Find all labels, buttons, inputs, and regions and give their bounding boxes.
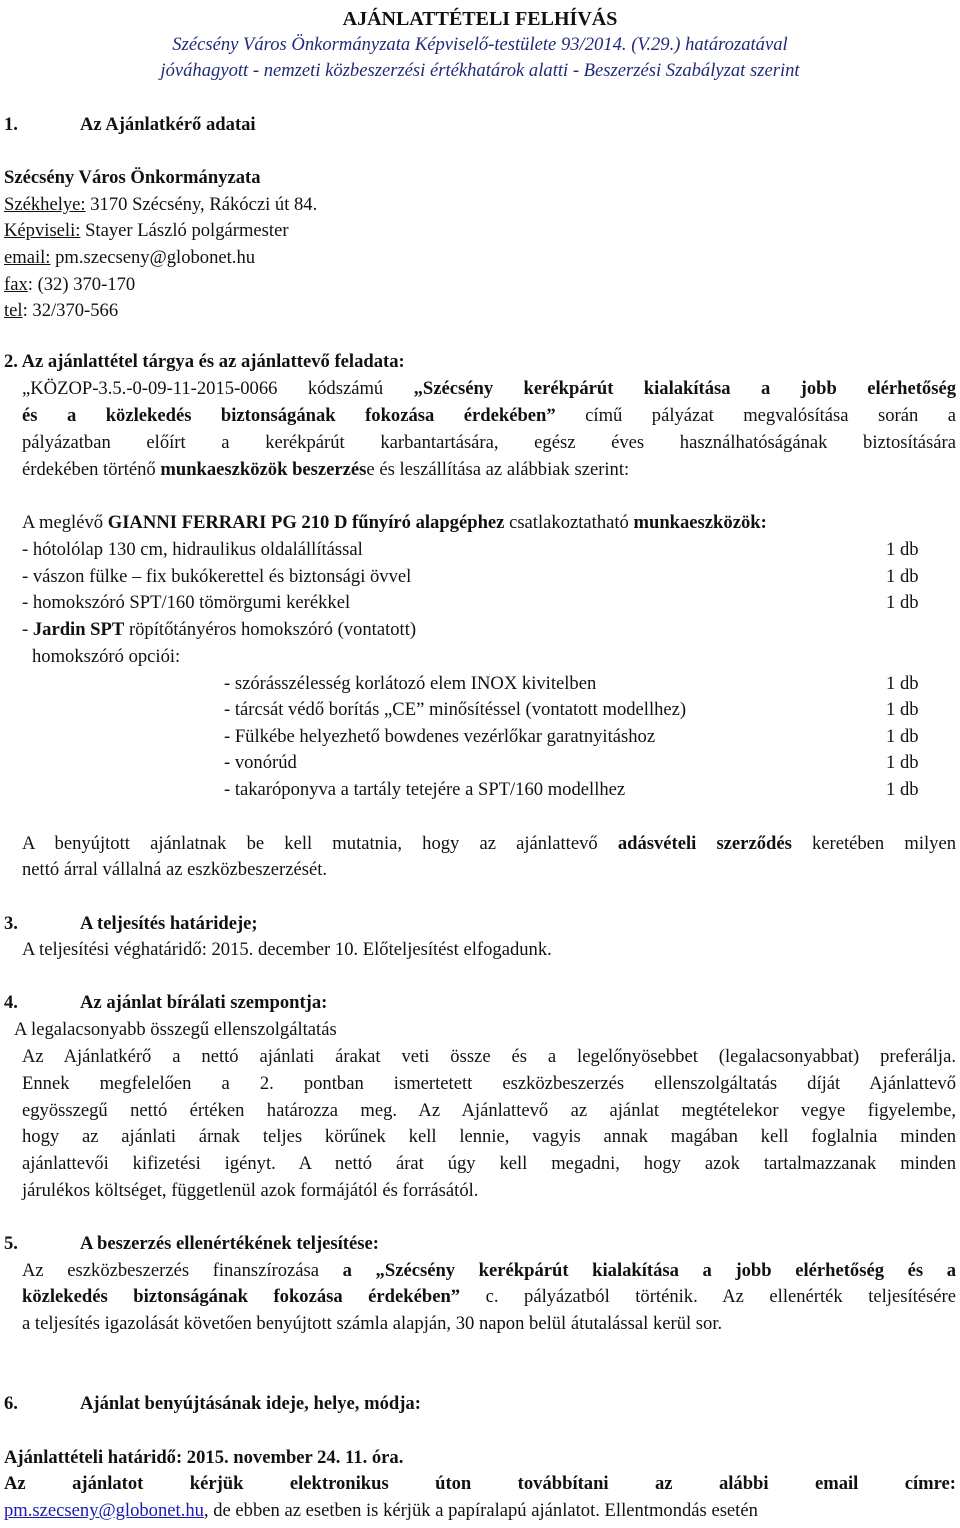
section-1-heading: Az Ajánlatkérő adatai bbox=[80, 114, 256, 135]
tel-value: : 32/370-566 bbox=[22, 300, 119, 321]
intro-d: munkaeszközök: bbox=[633, 512, 767, 533]
option-item: - szórásszélesség korlátozó elem INOX kivitelben bbox=[224, 673, 597, 694]
option-item: - vonórúd bbox=[224, 752, 297, 773]
s2-l2b: című pályázat megvalósítása során a bbox=[555, 405, 956, 426]
section-3-number: 3. bbox=[4, 913, 18, 934]
section-5-number: 5. bbox=[4, 1233, 18, 1254]
intro-a: A meglévő bbox=[22, 512, 108, 533]
s2-line-4 bbox=[22, 457, 629, 483]
rep-value: Stayer László polgármester bbox=[80, 220, 289, 241]
payment-l2b: c. pályázatból történik. Az ellenérték teljesítésére bbox=[460, 1286, 956, 1307]
s2-l4a: érdekében történő bbox=[22, 459, 161, 480]
option-item-qty: 1 db bbox=[886, 779, 919, 800]
payment-line-1 bbox=[22, 1258, 956, 1284]
section-5-heading: A beszerzés ellenértékének teljesítése: bbox=[80, 1233, 379, 1254]
offer-line-1 bbox=[22, 831, 956, 857]
criteria-line: ajánlattevői kifizetési igényt. A nettó árat úgy kell megadni, hogy azok tartalmazzanak minden bbox=[22, 1153, 956, 1174]
option-item-qty: 1 db bbox=[886, 699, 919, 720]
criteria-line: Az Ajánlatkérő a nettó ajánlati árakat veti össze és a legelőnyösebbet (legalacsonyabbat) preferálja. bbox=[22, 1046, 956, 1067]
offer-a: A benyújtott ajánlatnak be kell mutatnia, hogy az ajánlattevő bbox=[22, 833, 618, 854]
s2-l1a: „KÖZOP-3.5.-0-09-11-2015-0066 kódszámú bbox=[22, 378, 414, 399]
s2-line-2 bbox=[22, 403, 956, 429]
jardin-b: Jardin SPT bbox=[32, 619, 125, 640]
equipment-item: - hótolólap 130 cm, hidraulikus oldalállítással bbox=[22, 539, 363, 560]
options-label: homokszóró opciói: bbox=[32, 646, 181, 667]
offer-line-2: nettó árral vállalná az eszközbeszerzését. bbox=[22, 859, 328, 880]
document-subtitle-2: jóváhagyott - nemzeti közbeszerzési értékhatárok alatti - Beszerzési Szabályzat szerint bbox=[160, 60, 800, 81]
criteria-line: Ennek megfelelően a 2. pontban ismertetett eszközbeszerzés ellenszolgáltatás díját Ajánlattevő bbox=[22, 1073, 956, 1094]
fax-label: fax bbox=[4, 274, 28, 295]
s2-l4c: e és leszállítása az alábbiak szerint: bbox=[366, 459, 630, 480]
org-tel bbox=[4, 298, 118, 324]
criteria-line: egyösszegű nettó értéken határozza meg. Az Ajánlattevő az ajánlat megtételekor vegye figyelembe, bbox=[22, 1100, 956, 1121]
document-subtitle-1: Szécsény Város Önkormányzata Képviselő-testülete 93/2014. (V.29.) határozatával bbox=[172, 34, 788, 55]
equipment-intro bbox=[22, 510, 767, 536]
org-name: Szécsény Város Önkormányzata bbox=[4, 167, 261, 188]
payment-line-2 bbox=[22, 1284, 956, 1310]
s2-line-1 bbox=[22, 376, 956, 402]
option-item-qty: 1 db bbox=[886, 673, 919, 694]
s2-line-3: pályázatban előírt a kerékpárút karbantartására, egész éves használhatóságának biztosítására bbox=[22, 432, 956, 453]
payment-l2a: közlekedés biztonságának fokozása érdekében” bbox=[22, 1286, 461, 1307]
email-value: pm.szecseny@globonet.hu bbox=[50, 247, 256, 268]
intro-c: csatlakoztatható bbox=[504, 512, 634, 533]
section-4-heading: Az ajánlat bírálati szempontja: bbox=[80, 992, 328, 1013]
option-item-qty: 1 db bbox=[886, 726, 919, 747]
option-item: - Fülkébe helyezhető bowdenes vezérlőkar garatnyitáshoz bbox=[224, 726, 656, 747]
rep-label: Képviseli: bbox=[4, 220, 81, 241]
section-3-heading: A teljesítés határideje; bbox=[80, 913, 258, 934]
jardin-c: röpítőtányéros homokszóró (vontatott) bbox=[124, 619, 417, 640]
criteria-line: hogy az ajánlati árnak teljes körűnek kell lennie, vagyis annak magában kell foglalnia minden bbox=[22, 1126, 956, 1147]
section-6-heading: Ajánlat benyújtásának ideje, helye, módja: bbox=[80, 1393, 421, 1414]
payment-l1a: Az eszközbeszerzés finanszírozása bbox=[22, 1260, 343, 1281]
option-item: - takaróponyva a tartály tetejére a SPT/160 modellhez bbox=[224, 779, 626, 800]
org-representative bbox=[4, 218, 289, 244]
offer-c: keretében milyen bbox=[791, 833, 956, 854]
equipment-item-qty: 1 db bbox=[886, 566, 919, 587]
jardin-a: - bbox=[22, 619, 33, 640]
equipment-item-jardin bbox=[22, 617, 416, 643]
submission-deadline: Ajánlattételi határidő: 2015. november 24. 11. óra. bbox=[4, 1447, 404, 1468]
equipment-item-qty: 1 db bbox=[886, 592, 919, 613]
org-fax bbox=[4, 272, 135, 298]
equipment-item: - homokszóró SPT/160 tömörgumi kerékkel bbox=[22, 592, 351, 613]
payment-line-3: a teljesítés igazolását követően benyújtott számla alapján, 30 napon belül átutalással kerül sor. bbox=[22, 1313, 723, 1334]
option-item-qty: 1 db bbox=[886, 752, 919, 773]
equipment-item-qty: 1 db bbox=[886, 539, 919, 560]
seat-label: Székhelye: bbox=[4, 194, 86, 215]
submission-line-3 bbox=[4, 1498, 758, 1524]
s2-l4b: munkaeszközök beszerzés bbox=[160, 459, 367, 480]
section-6-number: 6. bbox=[4, 1393, 18, 1414]
fax-value: : (32) 370-170 bbox=[27, 274, 136, 295]
org-seat bbox=[4, 192, 317, 218]
seat-value: 3170 Szécsény, Rákóczi út 84. bbox=[85, 194, 318, 215]
intro-b: GIANNI FERRARI PG 210 D fűnyíró alapgéphez bbox=[107, 512, 505, 533]
email-label: email: bbox=[4, 247, 51, 268]
payment-l1b: a „Szécsény kerékpárút kialakítása a jobb elérhetőség és a bbox=[342, 1260, 957, 1281]
criteria-line: járulékos költséget, függetlenül azok formájától és forrásától. bbox=[22, 1180, 479, 1201]
deadline-text: A teljesítési véghatáridő: 2015. december 10. Előteljesítést elfogadunk. bbox=[22, 939, 552, 960]
offer-b: adásvételi szerződés bbox=[617, 833, 792, 854]
criteria-line: A legalacsonyabb összegű ellenszolgáltatás bbox=[14, 1019, 337, 1040]
section-1-number: 1. bbox=[4, 114, 18, 135]
submission-line-2: Az ajánlatot kérjük elektronikus úton továbbítani az alábbi email címre: bbox=[4, 1473, 956, 1494]
equipment-item: - vászon fülke – fix bukókerettel és biztonsági övvel bbox=[22, 566, 412, 587]
s2-l2a: és a közlekedés biztonságának fokozása érdekében” bbox=[22, 405, 556, 426]
document-title: AJÁNLATTÉTELI FELHÍVÁS bbox=[342, 8, 618, 30]
option-item: - tárcsát védő borítás „CE” minősítéssel (vontatott modellhez) bbox=[224, 699, 687, 720]
section-4-number: 4. bbox=[4, 992, 18, 1013]
org-email bbox=[4, 245, 255, 271]
email-link[interactable]: pm.szecseny@globonet.hu bbox=[4, 1500, 204, 1521]
section-2-heading: 2. Az ajánlattétel tárgya és az ajánlattevő feladata: bbox=[4, 351, 405, 372]
s2-l1b: „Szécsény kerékpárút kialakítása a jobb elérhetőség bbox=[413, 378, 957, 399]
submission-l3: , de ebben az esetben is kérjük a papíralapú ajánlatot. Ellentmondás esetén bbox=[203, 1500, 758, 1521]
tel-label: tel bbox=[4, 300, 23, 321]
